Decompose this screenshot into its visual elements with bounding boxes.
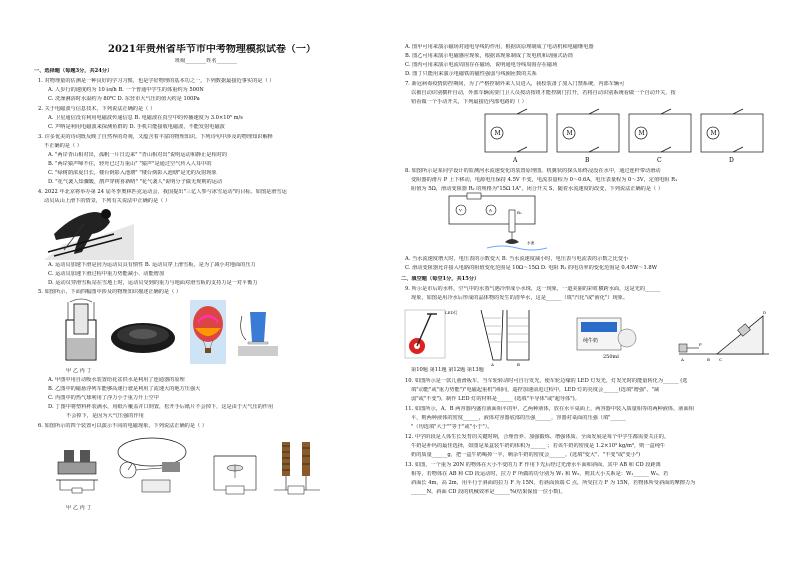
left-text-line: D. "花气袭人知骤暖，鹊声穿树喜新晴" "花气袭人"说明分子做无规则的运动 — [48, 179, 223, 185]
f11-label-a: A — [491, 362, 494, 366]
class-name-line: 班级________姓名________ — [175, 58, 238, 64]
right-text-line: 相等，若物体在 AB 和 CD 段运动时，拉力 F 所做的功分别为 W₁ 和 W₂，则其大小关系是：W₁______ W₂，若 — [411, 471, 669, 477]
figure-jia-water-bottle — [60, 298, 102, 364]
left-text-line: 1. 对物理量的估测是一种良好的学习习惯，也是学好物理的基本功之一。下列数据最接近事实的是（ ） — [38, 78, 275, 84]
left-text-line: 不会掉下，是因为大气压强的作用 — [66, 413, 144, 419]
right-text-line: B. 图乙可用来演示电磁感应现象，根据该现象制成了发电机和动圈式话筒 — [405, 53, 573, 59]
left-text-line: 不正确的是（ ） — [44, 143, 82, 149]
f8-label-a: A — [489, 207, 492, 213]
right-text-line: 弱"或"不变")，制作 LED 灯的材料是______ (选填"半导体"或"超导体")。 — [411, 396, 580, 402]
right-text-line: 二、填空题（每空1分，共15分） — [401, 276, 480, 282]
right-text-line: 10. 如图所示是一款儿童滑板车，当车轮转动时可自行发光，使车轮边缘的 LED 灯发光，灯发光时的能量转化为______ (选 — [405, 378, 688, 384]
left-text-line: 甲 乙 丙 丁 — [66, 368, 92, 374]
left-text-line: 2. 关于电磁波与信息技术，下列说法正确的是（ ） — [38, 106, 156, 112]
svg-text:M: M — [710, 130, 717, 137]
figure-bing-hot-air-balloon — [190, 300, 226, 364]
f12-label-name: 纯牛奶 — [583, 338, 599, 344]
right-text-line: 9. 所示是市后的水杯，空气中的水蒸气遇冷形成小水珠，这一现象，一道美丽的彩虹横跨水面，这是光的______ — [405, 286, 661, 292]
f11-label-b: B — [517, 362, 520, 366]
right-column — [397, 0, 794, 561]
right-text-line: "（均选填"大于""等于"或"小于"）。 — [411, 424, 493, 430]
right-text-line: D. 图丁只能用来演示电磁铁的磁性强弱与线圈匝数的关系 — [405, 71, 537, 77]
figure-11-containers — [477, 304, 533, 366]
circuit-option-a — [485, 109, 547, 164]
left-text-line: A. "两岸青山相对出，孤帆一片日边来" "青山相对出"说明运动和静止是相对的 — [48, 152, 228, 158]
right-text-line: 填"动能"或"重力势能")"电磁起重机")相同，遥控加速前进过程中，LED 灯的亮度会______(选填"增强"、"减 — [411, 387, 660, 393]
right-text-line: A. 当水流速度增大时，电压表的示数变大 B. 当水流速度减小时，电压表与电流表的示数之比变小 — [405, 256, 629, 262]
right-text-line: 斜面长 4m，高 2m，用平行于斜面的拉力 F 为 15N，若斜面顶端 C 点，所受拉力 F 为 15N，若物体所受斜面的摩擦力为 — [411, 480, 696, 486]
right-text-line: 以被自动识别横杆自动，外部车辆需要门卫人员按动按钮才能控制门打开，若将自动识别系统看做一个自动开关，按 — [411, 90, 676, 96]
right-text-line: 牛奶是补钙的最佳选择，如图是某盒装牛奶的体积为______ ；若该牛奶的密度是 1.2×10³ kg/m³，则一盒纯牛 — [411, 443, 666, 449]
right-text-line: 13. 如图，一个重为 20N 的物体在大小不变的力 F 作用下先后经过光滑水平面和斜面，其中 AB 和 CD 段距离 — [405, 462, 661, 468]
right-text-line: 7. 新冠病毒疫情防控期间，为了严格控制外来人员进入，我校装备了加入门禁系统，内部车辆可 — [405, 81, 625, 87]
circuit-option-label: A — [513, 157, 518, 164]
right-text-line: 钮看做一个手动开关，下列最接近内部电路的（ ） — [411, 99, 527, 105]
f13-label-c: C — [719, 357, 723, 362]
f8-label-flow: 水流 — [527, 241, 535, 245]
circuit-option-label: C — [657, 157, 662, 164]
circuit-option-label: D — [729, 157, 734, 164]
right-text-line: 第10题 第11题 第12题 第13题 — [411, 367, 484, 373]
left-text-line: B. 乙图中的磁悬浮列车能够高速行驶是利用了流速大的地方压强大 — [48, 386, 201, 392]
f8-label-v: V — [459, 207, 462, 213]
exam-title: 2021年贵州省毕节市中考物理模拟试卷（一） — [108, 44, 316, 55]
left-text-line: C. 洗澡淋浴时水温约为 80℃ D. 东营市大气压的值大约是 100Pa — [48, 96, 200, 102]
left-text-line: 6. 如图所示的四个装置可以演示不同的电磁现象，下列说法正确的是（ ） — [38, 423, 208, 429]
q7-circuit-options — [481, 106, 771, 164]
left-text-line: A. 运动员加速下滑是因为运动员具有惯性 B. 运动员穿上滑雪板，是为了减小对地面的压力 — [48, 262, 256, 268]
right-text-line: 平，则两种液体的密度______，液体对容器底部的压强______，容器对桌面的压强（填"______ — [411, 415, 627, 421]
right-text-line: 变阻器的滑片 P 上下移动，电源电压保持 4.5V 不变，电流表量程为 0～0.6A，电压表量程为 0～3V，定值电阻 R₁ — [411, 177, 678, 183]
figure-bing-oersted — [210, 436, 260, 500]
left-text-line: A. 人步行的速度约为 10 ㎞/h B. 一个普通中学生的体重约为 500N — [48, 87, 204, 93]
f13-label-f: F — [699, 342, 702, 347]
f12-label-volume: 250ml — [603, 354, 619, 360]
right-text-line: A. 图甲可用来演示磁场对通电导线的作用，根据该原理制成了电动机和电磁继电器 — [405, 44, 594, 50]
right-text-line: 阻值为 5Ω，滑动变阻器 R₂ 的规格为"15Ω 1A"，闭合开关 S，随着水流速度的改变，下列说法正确的是（ ） — [411, 186, 664, 192]
figure-13-incline — [677, 306, 771, 364]
f10-label-led: LED灯 — [445, 310, 458, 315]
left-text-line: A. 卫星通信没有利用电磁波传递信息 B. 电磁波在真空中的传播速度为 3.0×10⁵ m/s — [48, 115, 243, 121]
left-text-line: 一、选择题（每题3分，共24分） — [34, 68, 113, 74]
circuit-option-label: B — [585, 157, 590, 164]
right-text-line: 现象，如图是用冷水后形成的晶体物的发生的清华水，这是______（填"汽化"或"液化"）现象。 — [411, 295, 629, 301]
right-text-line: 8. 如图所示是某同学设计的监测河水流速变化的装置原理图。机翼状的探头始终浸没在水中，通过连杆带动滑动 — [405, 168, 661, 174]
circuit-option-d — [701, 109, 763, 164]
left-text-line: 3. 许多优美的诗词既反映了自然界的奇观，又蕴含着丰富的物理知识。下列诗句中涉及的物理知识解释 — [38, 134, 273, 140]
q8-flow-sensor-circuit — [447, 192, 557, 252]
left-text-line: 5. 如图所示，下面四幅图中涉及的物理知识描述正确的是（ ） — [38, 289, 182, 295]
left-text-line: C. 丙图中的热气球利用了浮力小于重力升上空中 — [48, 395, 159, 401]
figure-ding-inverted-cup — [236, 302, 280, 362]
skier-figure — [44, 204, 134, 260]
left-text-line: D. 丁图中将塑料杯装满水，用纸片覆盖并口倒置，松开手后纸片不会掉下，这是由于大气压的作用 — [48, 404, 274, 410]
left-text-line: 4. 2022 年北京将举办第 24 届冬季奥林匹克运动会，我国提出"三亿人参与冰雪运动"的目标。如图是滑雪运 — [38, 189, 287, 195]
left-text-line: B. "两岸猿声啼不住，轻舟已过万重山" "猿声"是通过空气传入人耳中的 — [48, 161, 212, 167]
right-text-line: 奶的质量______g，把一盒牛奶喝掉一半，剩余牛奶的密度会______。(选填"变大"、"不变"或"变小") — [411, 452, 641, 458]
svg-text:M: M — [638, 130, 645, 137]
left-text-line: C. 声呐是利用电磁波来探测鱼群的 D. 手机只能接收电磁波，不能发射电磁波 — [48, 124, 225, 130]
f8-label-r1 — [469, 192, 474, 193]
f13-label-a: A — [681, 357, 684, 362]
svg-text:M: M — [494, 130, 501, 137]
f13-label-b: B — [707, 357, 710, 362]
left-text-line: 动员从山上滑下的情景，下列有关说法中正确的是（ ） — [44, 198, 171, 204]
figure-12-milk-box — [575, 312, 643, 364]
svg-text:M: M — [566, 130, 573, 137]
left-text-line: 甲 乙 丙 丁 — [66, 505, 92, 511]
f8-label-r2: R₂ — [517, 210, 522, 215]
right-text-line: ______N，斜面 CD 段的机械效率是______%(结果保留一位小数)。 — [411, 489, 566, 495]
right-text-line: C. 图丙可用来演示电流周围存在磁场，说明通电导线周围存在磁场 — [405, 62, 558, 68]
right-text-line: 12. 中学阶段是人体生长发育的关键时期，合理营养、加强锻炼、增强体质、全面发展是每个中学生都需要关注的。 — [405, 434, 670, 440]
figure-yi-induction — [112, 432, 198, 502]
right-text-line: 11. 如图所示，A、B 两容器内盛有液面相平的甲、乙两种液体，放在水平桌面上，两容器中装入质量相等的两种液体，液面相 — [405, 406, 694, 412]
circuit-option-b — [557, 109, 619, 164]
left-text-line: C. "绿树荫浓夏日长，楼台倒影入池塘" "楼台倒影入池塘"是光的反射现象 — [48, 170, 217, 176]
circuit-option-c — [629, 109, 691, 164]
left-text-line: D. 运动员穿滑雪板站在雪地上时，运动员受到的重力与地面对滑雪板的支持力是一对平衡力 — [48, 280, 258, 286]
figure-yi-maglev — [110, 316, 176, 356]
figure-9-scooter — [401, 300, 467, 364]
left-text-line: C. 运动员加速下滑过程中重力势能减小、动能增加 — [48, 271, 165, 277]
figure-ding-electromagnet — [268, 430, 326, 502]
left-text-line: A. 甲图中用自动吸水装置给花盆供水是利用了连通器的原理 — [48, 377, 185, 383]
right-text-line: C. 滑动变阻器允许接入电路的阻值变化范围是 10Ω～15Ω D. 电阻 R₁ 的电功率的变化范围是 0.45W～1.8W — [405, 265, 658, 271]
f13-label-d: D — [763, 310, 767, 315]
figure-jia-motor — [52, 432, 102, 502]
